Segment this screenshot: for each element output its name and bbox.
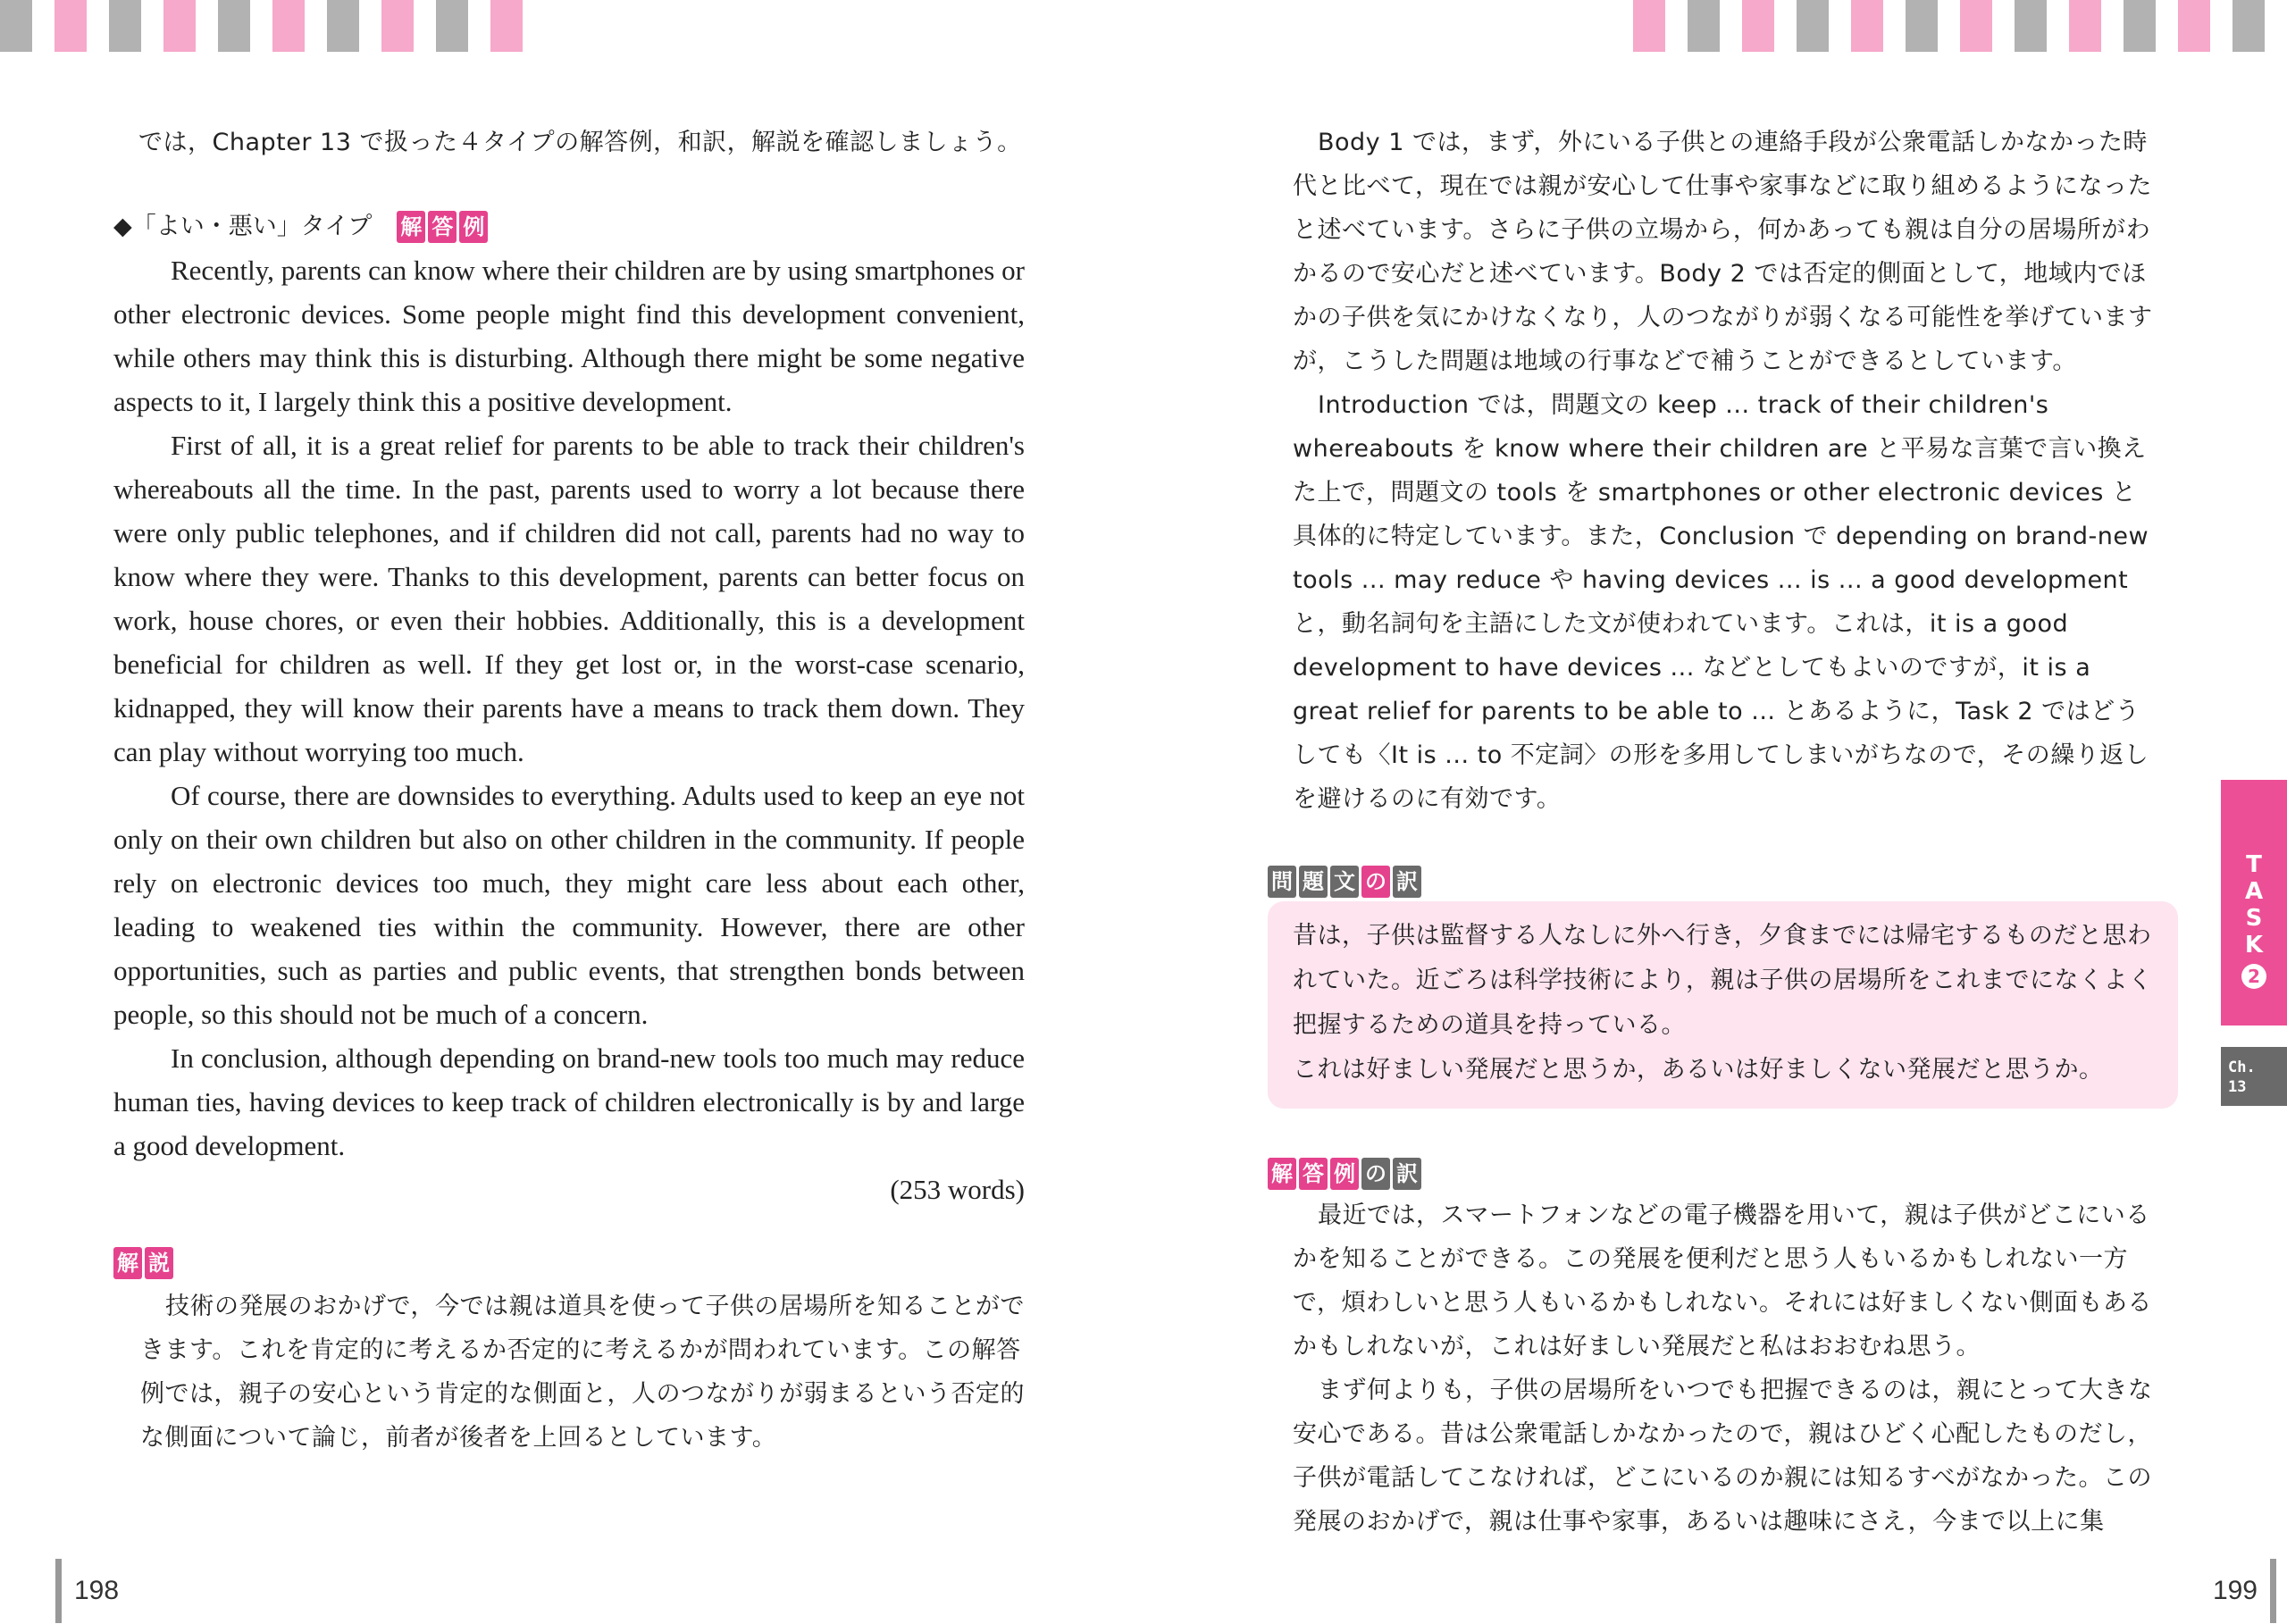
- type-heading: [113, 205, 1025, 248]
- tag-char: 解: [1268, 1158, 1296, 1190]
- folio-bar: [2270, 1559, 2276, 1623]
- tag-char: 文: [1330, 866, 1359, 898]
- stripe: [0, 0, 32, 52]
- model-essay: [113, 248, 1025, 1168]
- explanation-paragraph: Introduction では，問題文の keep ... track of their children's whereabouts を know where their children are と平易な言葉で言い換えた上で，問題文の tools を smartphones or other electronic devices と具体的に特定しています。また，Conclusion で depending on brand-new tools ... may reduce や having devices ... is ... a good development と，動名詞句を主語にした文が使われています。これは，it is a good development to have devices ... などとしてもよいのですが，it is a great relief for parents to be able to ... とあるように，Task 2 ではどうしても〈It is ... to 不定詞〉の形を多用してしまいがちなので，その繰り返しを避けるのに有効です。: [1293, 391, 2149, 813]
- stripe: [272, 0, 305, 52]
- essay-paragraph: Recently, parents can know where their children are by using smartphones or other electronic devices. Some people might find this development convenient, while others may think this is disturbing. Although there might be some negative aspects to it, I largely think this a positive development.: [113, 255, 1025, 417]
- tab-letter: T: [2246, 851, 2262, 878]
- answer-translation-tag: [1268, 1158, 2153, 1190]
- tag-char: の: [1361, 866, 1390, 898]
- tag-char: の: [1361, 1158, 1390, 1190]
- tag-char: 解: [397, 211, 425, 243]
- chapter-number: 13: [2228, 1078, 2247, 1096]
- stripe: [109, 0, 141, 52]
- tag-char: 題: [1299, 866, 1328, 898]
- folio-bar: [55, 1559, 62, 1623]
- type-heading-text: ◆「よい・悪い」タイプ: [113, 213, 373, 240]
- left-page: [113, 121, 1025, 1460]
- answer-tag: [397, 211, 490, 243]
- question-translation-text: これは好ましい発展だと思うか，あるいは好ましくない発展だと思うか。: [1293, 1056, 2104, 1084]
- commentary-text: 技術の発展のおかげで，今では親は道具を使って子供の居場所を知ることができます。これを肯定的に考えるか否定的に考えるかが問われています。この解答例では，親子の安心という肯定的な側面と，人のつながりが弱まるという否定的な側面について論じ，前者が後者を上回るとしています。: [140, 1293, 1025, 1452]
- stripe: [1633, 0, 1665, 52]
- question-translation-text: 昔は，子供は監督する人なしに外へ行き，夕食までには帰宅するものだと思われていた。近ごろは科学技術により，親は子供の居場所をこれまでになくよく把握するための道具を持っている。: [1293, 922, 2153, 1039]
- answer-translation-paragraph: まず何よりも，子供の居場所をいつでも把握できるのは，親にとって大きな安心である。昔は公衆電話しかなかったので，親はひどく心配したものだし，子供が電話してこなければ，どこにいるのか親には知るすべがなかった。この発展のおかげで，親は仕事や家事，あるいは趣味にさえ，今まで以上に集: [1293, 1377, 2153, 1536]
- stripe: [327, 0, 359, 52]
- tab-letter: K: [2244, 932, 2264, 958]
- stripe: [1742, 0, 1774, 52]
- stripe: [2233, 0, 2265, 52]
- stripe: [2178, 0, 2210, 52]
- page-number-right: [2213, 1559, 2276, 1623]
- stripe: [490, 0, 523, 52]
- tab-letter: S: [2245, 905, 2263, 932]
- chapter-label: Ch.: [2228, 1059, 2256, 1076]
- tag-char: 訳: [1393, 866, 1421, 898]
- header-stripes-left: [0, 0, 545, 52]
- tag-char: 訳: [1393, 1158, 1421, 1190]
- stripe: [381, 0, 414, 52]
- answer-translation-paragraph: 最近では，スマートフォンなどの電子機器を用いて，親は子供がどこにいるかを知ることができる。この発展を便利だと思う人もいるかもしれない一方で，煩わしいと思う人もいるかもしれない。それには好ましくない側面もあるかもしれないが，これは好ましい発展だと私はおおむね思う。: [1293, 1201, 2152, 1360]
- stripe: [1960, 0, 1992, 52]
- stripe: [1797, 0, 1829, 52]
- stripe: [1906, 0, 1938, 52]
- stripe: [2069, 0, 2101, 52]
- question-translation-tag: [1268, 866, 2153, 898]
- task-side-tab: [2221, 780, 2287, 1025]
- tag-char: 例: [1330, 1158, 1359, 1190]
- essay-paragraph: In conclusion, although depending on brand-new tools too much may reduce human ties, having devices to keep track of children electronically is by and large a good development.: [113, 1042, 1025, 1161]
- stripe: [436, 0, 468, 52]
- stripe: [2124, 0, 2156, 52]
- essay-paragraph: First of all, it is a great relief for parents to be able to track their children's whereabouts all the time. In the past, parents used to worry a lot because there were only public telephones, and if children did not call, parents had no way to know where they were. Thanks to this development, parents can better focus on work, house chores, or even their hobbies. Additionally, this is a development beneficial for children as well. If they get lost or, in the worst-case scenario, kidnapped, they will know their parents have a means to track them down. They can play without worrying too much.: [113, 430, 1025, 767]
- essay-paragraph: Of course, there are downsides to everything. Adults used to keep an eye not only on their own children but also on other children in the community. If people rely on electronic devices too much, they might care less about each other, leading to weakened ties within the community. However, there are other opportunities, such as parties and public events, that strengthen bonds between people, so this should not be much of a concern.: [113, 780, 1025, 1030]
- stripe: [1688, 0, 1720, 52]
- stripe: [54, 0, 87, 52]
- tag-char: 説: [145, 1247, 173, 1279]
- commentary-tag: [113, 1247, 1025, 1279]
- stripe: [163, 0, 196, 52]
- task-number-badge: 2: [2241, 964, 2266, 989]
- right-page: [1271, 121, 2153, 1544]
- word-count: (253 words): [890, 1174, 1025, 1205]
- explanation-paragraph: Body 1 では，まず，外にいる子供との連絡手段が公衆電話しかなかった時代と比べて，現在では親が安心して仕事や家事などに取り組めるようになったと述べています。さらに子供の立場から，何かあっても親は自分の居場所がわかるので安心だと述べています。Body 2 では否定的側面として，地域内でほかの子供を気にかけなくなり，人のつながりが弱くなる可能性を挙げていますが，こうした問題は地域の行事などで補うことができるとしています。: [1293, 129, 2153, 375]
- stripe: [2015, 0, 2047, 52]
- page-number-text: 199: [2212, 1576, 2258, 1605]
- page-number-left: [55, 1559, 119, 1623]
- stripe: [218, 0, 250, 52]
- header-stripes-right: [1633, 0, 2287, 52]
- page-number-text: 198: [74, 1576, 120, 1605]
- tab-letter: A: [2244, 878, 2264, 905]
- stripe: [1851, 0, 1883, 52]
- tag-char: 問: [1268, 866, 1296, 898]
- question-translation-box: [1268, 901, 2178, 1109]
- tag-char: 答: [428, 211, 457, 243]
- chapter-side-tab: [2221, 1047, 2287, 1106]
- tag-char: 例: [459, 211, 488, 243]
- tag-char: 解: [113, 1247, 142, 1279]
- tag-char: 答: [1299, 1158, 1328, 1190]
- intro-text: では，Chapter 13 で扱った４タイプの解答例，和訳，解説を確認しましょう。: [138, 129, 1022, 156]
